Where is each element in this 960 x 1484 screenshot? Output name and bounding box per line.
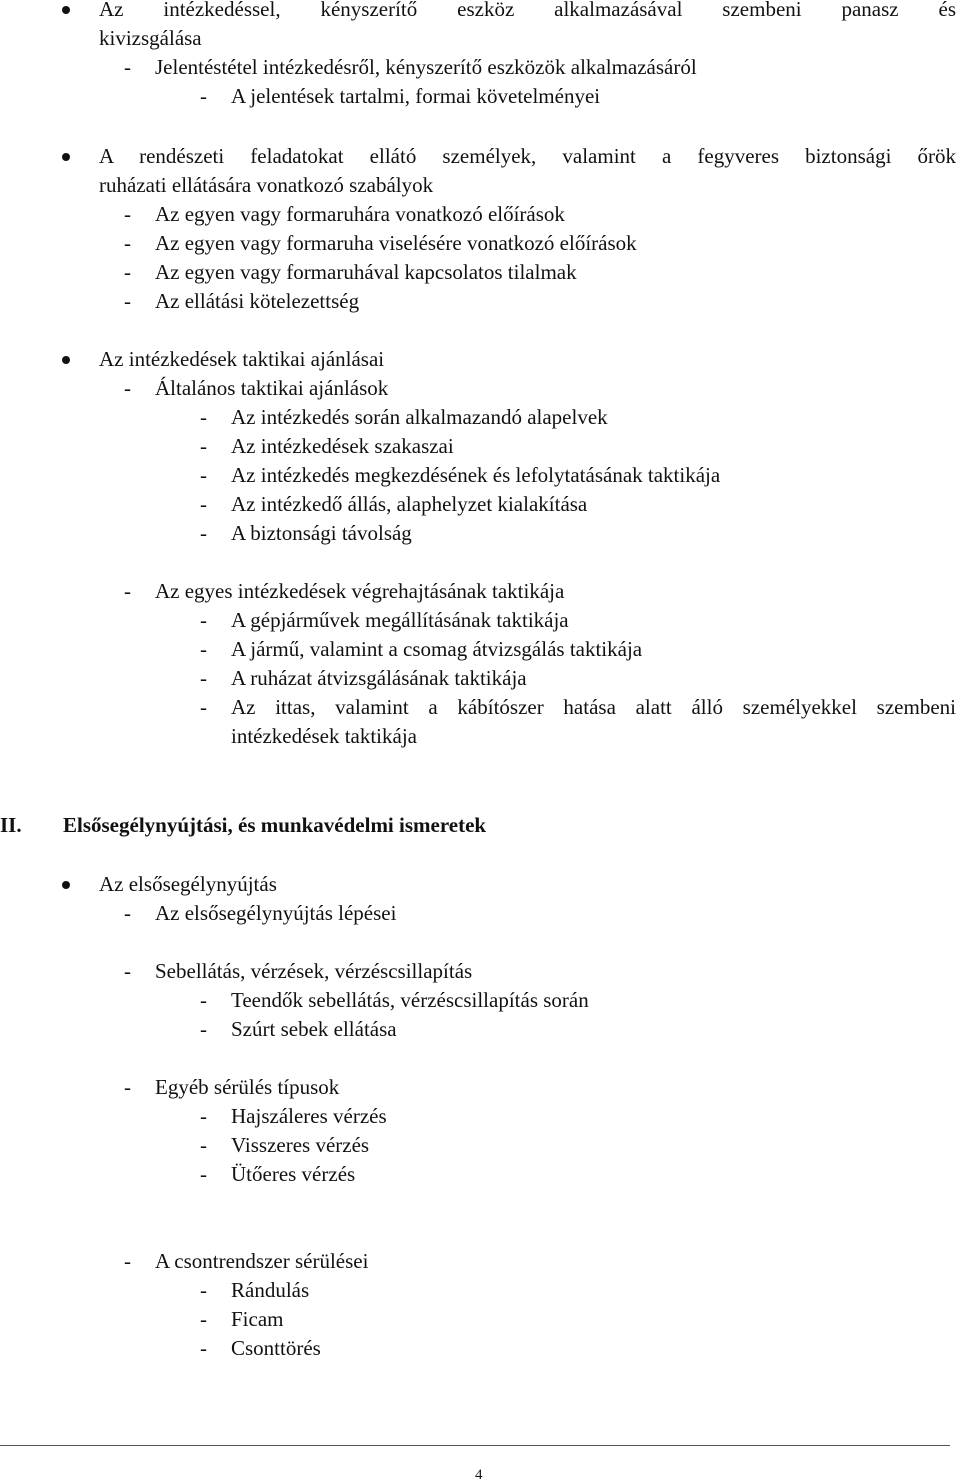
sub-sub-item: A gépjárművek megállításának taktikája: [231, 608, 569, 632]
sub-sub-item: Az intézkedés során alkalmazandó alapelvek: [231, 405, 608, 429]
sub-sub-item: Teendők sebellátás, vérzéscsillapítás során: [231, 988, 589, 1012]
sub-item: Az egyen vagy formaruhával kapcsolatos tilalmak: [155, 260, 577, 284]
sub-sub-item: Az ittas, valamint a kábítószer hatása alatt álló személyekkel szembeni: [231, 695, 956, 719]
sub-sub-item: A biztonsági távolság: [231, 521, 412, 545]
list-item: Az elsősegélynyújtás: [99, 872, 277, 896]
dash-marker: -: [200, 1104, 207, 1128]
dash-marker: -: [200, 434, 207, 458]
dash-marker: -: [124, 55, 131, 79]
section-title: Elsősegélynyújtási, és munkavédelmi ismeretek: [63, 813, 487, 837]
dash-marker: -: [200, 1162, 207, 1186]
dash-marker: -: [200, 405, 207, 429]
dash-marker: -: [124, 1249, 131, 1273]
sub-item: Jelentéstétel intézkedésről, kényszerítő eszközök alkalmazásáról: [155, 55, 697, 79]
dash-marker: -: [124, 260, 131, 284]
sub-item: Az ellátási kötelezettség: [155, 289, 360, 313]
sub-item: Általános taktikai ajánlások: [155, 376, 389, 400]
bullet-icon: [62, 6, 70, 14]
bullet-icon: [62, 153, 70, 161]
sub-sub-item: A jármű, valamint a csomag átvizsgálás taktikája: [231, 637, 643, 661]
sub-sub-item: A jelentések tartalmi, formai követelményei: [231, 84, 601, 108]
dash-marker: -: [124, 901, 131, 925]
sub-item: Sebellátás, vérzések, vérzéscsillapítás: [155, 959, 473, 983]
dash-marker: -: [200, 988, 207, 1012]
sub-sub-item: Visszeres vérzés: [231, 1133, 370, 1157]
sub-sub-item: Rándulás: [231, 1278, 310, 1302]
dash-marker: -: [124, 231, 131, 255]
dash-marker: -: [124, 289, 131, 313]
sub-sub-item: Csonttörés: [231, 1336, 321, 1360]
list-item-continuation: kivizsgálása: [99, 26, 202, 50]
dash-marker: -: [200, 492, 207, 516]
page-number: 4: [475, 1467, 483, 1483]
dash-marker: -: [200, 463, 207, 487]
dash-marker: -: [124, 376, 131, 400]
bullet-icon: [62, 881, 70, 889]
list-item: A rendészeti feladatokat ellátó személyek, valamint a fegyveres biztonsági őrök: [99, 144, 956, 168]
dash-marker: -: [200, 1133, 207, 1157]
dash-marker: -: [200, 1278, 207, 1302]
dash-marker: -: [200, 521, 207, 545]
sub-sub-item: Az intézkedő állás, alaphelyzet kialakítása: [231, 492, 588, 516]
sub-sub-item: Az intézkedés megkezdésének és lefolytatásának taktikája: [231, 463, 721, 487]
sub-sub-item: Hajszáleres vérzés: [231, 1104, 387, 1128]
sub-item: Az egyen vagy formaruhára vonatkozó előírások: [155, 202, 565, 226]
sub-sub-item-continuation: intézkedések taktikája: [231, 724, 417, 748]
sub-sub-item: Ütőeres vérzés: [231, 1162, 356, 1186]
dash-marker: -: [200, 666, 207, 690]
sub-item: Az egyen vagy formaruha viselésére vonatkozó előírások: [155, 231, 637, 255]
dash-marker: -: [124, 1075, 131, 1099]
list-item-continuation: ruházati ellátására vonatkozó szabályok: [99, 173, 434, 197]
bullet-icon: [62, 356, 70, 364]
sub-sub-item: Az intézkedések szakaszai: [231, 434, 454, 458]
list-item: Az intézkedések taktikai ajánlásai: [99, 347, 385, 371]
sub-item: Egyéb sérülés típusok: [155, 1075, 340, 1099]
list-item: Az intézkedéssel, kényszerítő eszköz alkalmazásával szembeni panasz és: [99, 0, 956, 21]
dash-marker: -: [200, 695, 207, 719]
sub-item: Az egyes intézkedések végrehajtásának taktikája: [155, 579, 565, 603]
dash-marker: -: [124, 202, 131, 226]
dash-marker: -: [200, 1336, 207, 1360]
dash-marker: -: [200, 84, 207, 108]
dash-marker: -: [200, 637, 207, 661]
sub-sub-item: Szúrt sebek ellátása: [231, 1017, 397, 1041]
sub-item: Az elsősegélynyújtás lépései: [155, 901, 397, 925]
sub-sub-item: Ficam: [231, 1307, 284, 1331]
dash-marker: -: [124, 579, 131, 603]
sub-item: A csontrendszer sérülései: [155, 1249, 369, 1273]
sub-sub-item: A ruházat átvizsgálásának taktikája: [231, 666, 527, 690]
section-number: II.: [0, 813, 22, 837]
dash-marker: -: [200, 1307, 207, 1331]
dash-marker: -: [124, 959, 131, 983]
dash-marker: -: [200, 608, 207, 632]
footer-divider: [0, 1445, 950, 1446]
dash-marker: -: [200, 1017, 207, 1041]
